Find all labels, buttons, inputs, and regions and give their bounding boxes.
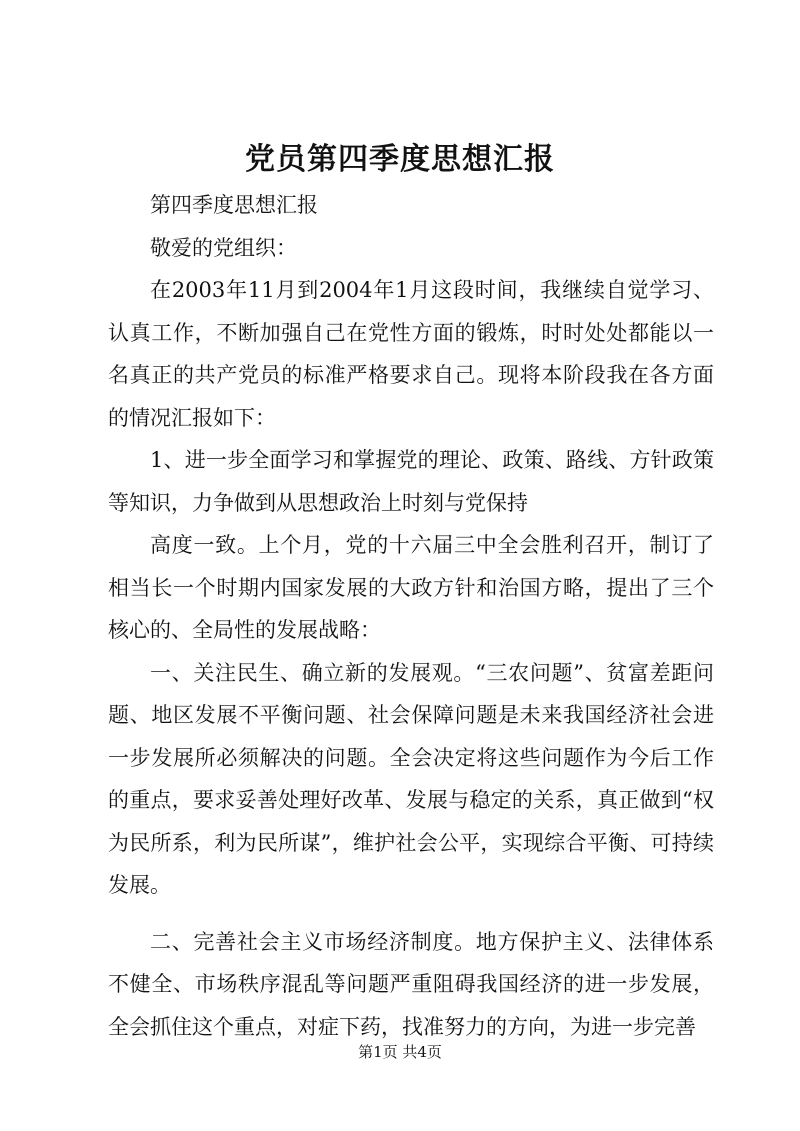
paragraph-strategy-1: 一、关注民生、确立新的发展观。“三农问题”、贫富差距问题、地区发展不平衡问题、社会保障问题是未来我国经济社会进一步发展所必须解决的问题。全会决定将这些问题作为今后工作的重点，要求妥善处理好改革、发展与稳定的关系，真正做到“权为民所系，利为民所谋”，维护社会公平，实现综合平衡、可持续发展。: [108, 660, 714, 897]
document-title: 党员第四季度思想汇报: [245, 142, 555, 177]
paragraph-point-1: 1、进一步全面学习和掌握党的理论、政策、路线、方针政策等知识，力争做到从思想政治上时刻与党保持: [108, 448, 714, 515]
page-number-footer: 第1页 共4页: [358, 1043, 442, 1061]
document-body: [108, 184, 714, 1048]
paragraph-subtitle: 第四季度思想汇报: [150, 193, 318, 217]
paragraph-salutation: 敬爱的党组织：: [150, 235, 297, 260]
paragraph-intro: 在2003年11月到2004年1月这段时间，我继续自觉学习、认真工作，不断加强自己在党性方面的锻炼，时时处处都能以一名真正的共产党员的标准严格要求自己。现将本阶段我在各方面的情况汇报如下：: [108, 278, 714, 430]
paragraph-continuation: 高度一致。上个月，党的十六届三中全会胜利召开，制订了相当长一个时期内国家发展的大政方针和治国方略，提出了三个核心的、全局性的发展战略：: [108, 533, 714, 642]
paragraph-strategy-2: 二、完善社会主义市场经济制度。地方保护主义、法律体系不健全、市场秩序混乱等问题严重阻碍我国经济的进一步发展，全会抓住这个重点，对症下药，找准努力的方向，为进一步完善: [108, 929, 714, 1039]
